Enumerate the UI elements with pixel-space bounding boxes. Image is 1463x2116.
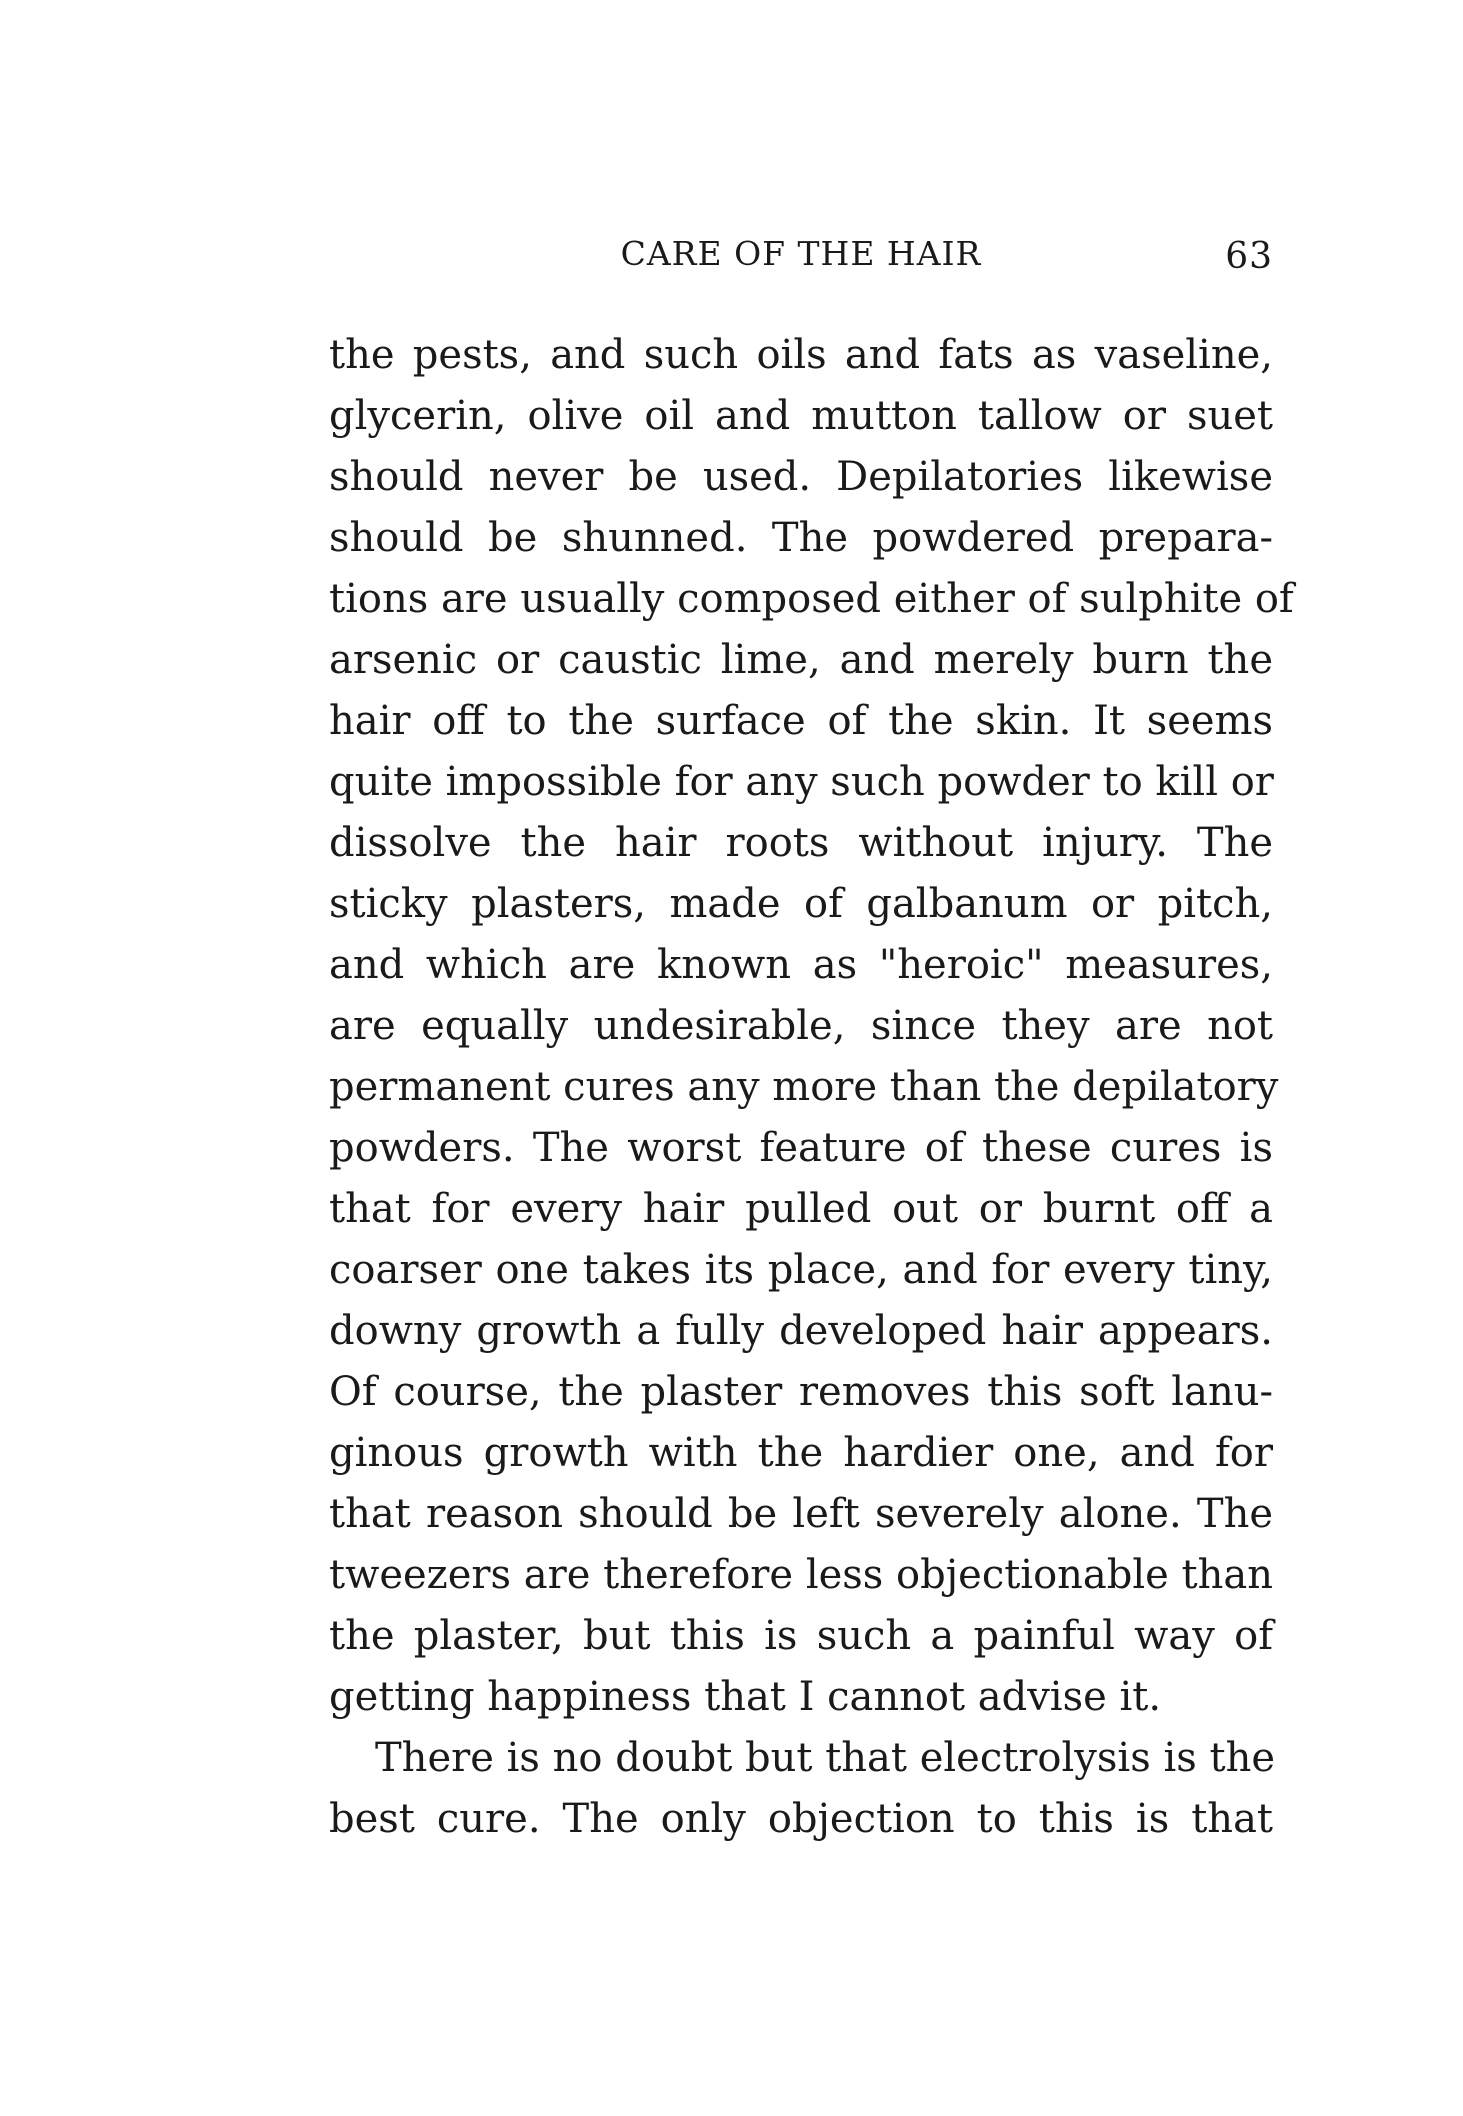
paragraph-1 [329, 325, 1294, 1728]
text-line: sticky plasters, made of galbanum or pitch, [329, 881, 1273, 927]
text-line: should be shunned. The powdered prepara- [329, 515, 1273, 561]
text-line: should never be used. Depilatories likewise [329, 454, 1273, 500]
page-header [329, 234, 1273, 284]
text-line: tweezers are therefore less objectionable than [329, 1552, 1274, 1598]
text-line: hair off to the surface of the skin. It seems [329, 698, 1273, 744]
text-line: are equally undesirable, since they are not [329, 1003, 1273, 1049]
text-line: quite impossible for any such powder to kill or [329, 759, 1274, 805]
text-line: and which are known as "heroic" measures, [329, 942, 1273, 988]
text-line: ginous growth with the hardier one, and for [329, 1430, 1273, 1476]
page-number: 63 [1225, 236, 1273, 277]
text-line: powders. The worst feature of these cures is [329, 1125, 1273, 1171]
text-line: best cure. The only objection to this is that [329, 1796, 1273, 1842]
text-line: the plaster, but this is such a painful way of [329, 1613, 1273, 1659]
text-line: that reason should be left severely alone. The [329, 1491, 1273, 1537]
running-title: CARE OF THE HAIR [620, 234, 982, 273]
page-body [329, 325, 1294, 1850]
text-line: dissolve the hair roots without injury. The [329, 820, 1273, 866]
text-line: glycerin, olive oil and mutton tallow or suet [329, 393, 1273, 439]
text-line: tions are usually composed either of sulphite of [329, 576, 1294, 622]
text-line: Of course, the plaster removes this soft lanu- [329, 1369, 1273, 1415]
text-line: arsenic or caustic lime, and merely burn the [329, 637, 1273, 683]
text-line: coarser one takes its place, and for every tiny, [329, 1247, 1273, 1293]
text-line: getting happiness that I cannot advise it. [329, 1674, 1162, 1720]
text-line: that for every hair pulled out or burnt off a [329, 1186, 1273, 1232]
text-line: permanent cures any more than the depilatory [329, 1064, 1279, 1110]
paragraph-2 [329, 1728, 1273, 1850]
text-line: downy growth a fully developed hair appears. [329, 1308, 1273, 1354]
text-line: There is no doubt but that electrolysis is the [375, 1735, 1275, 1781]
text-line: the pests, and such oils and fats as vaseline, [329, 332, 1273, 378]
